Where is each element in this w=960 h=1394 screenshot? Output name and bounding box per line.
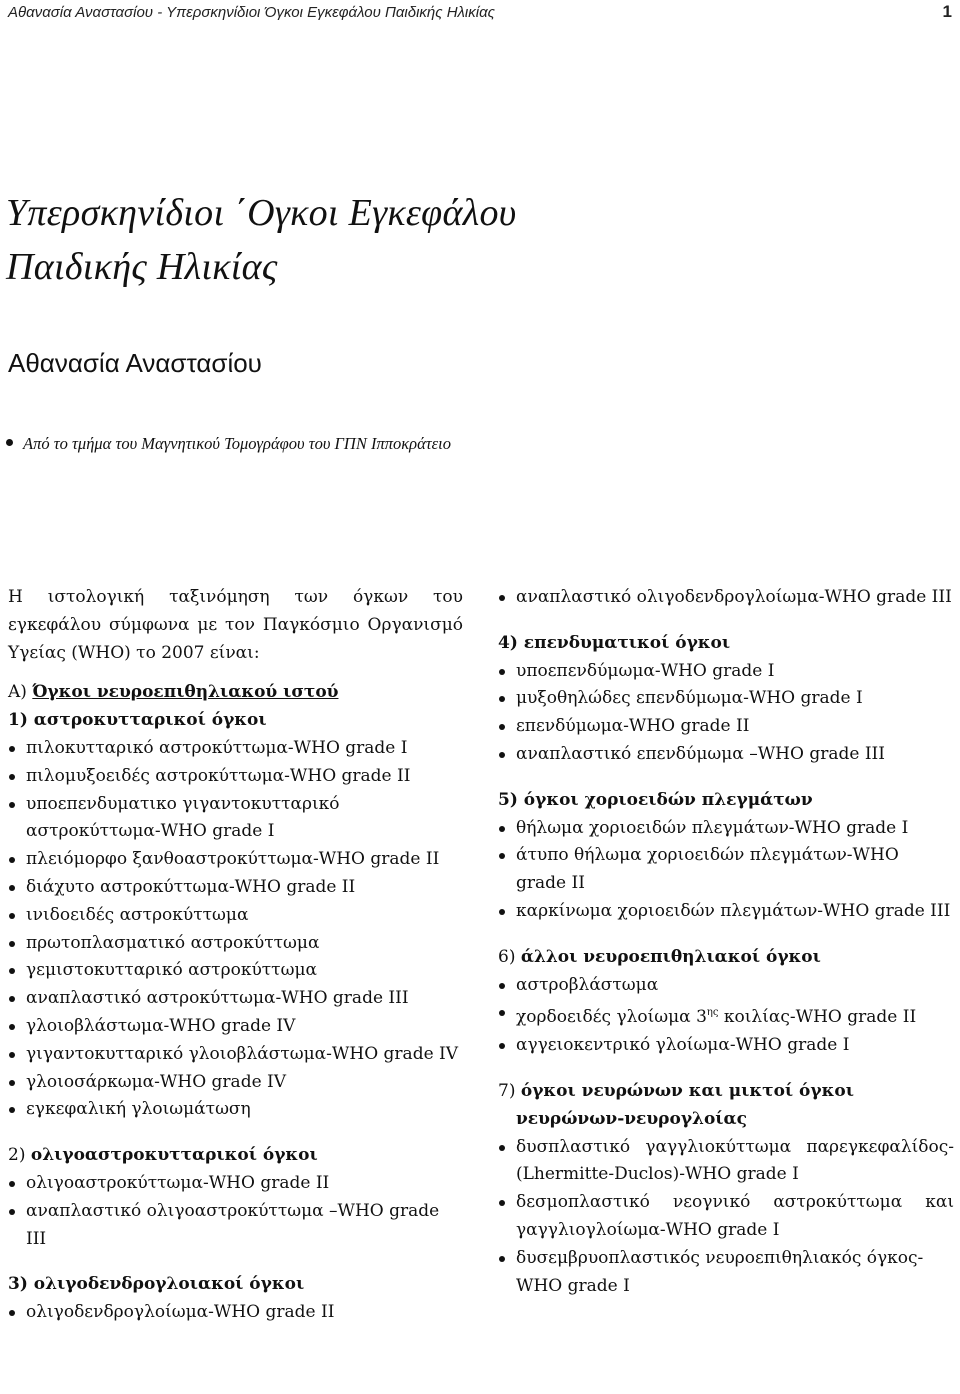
article-title-line-1: Υπερσκηνίδιοι ΄Ογκοι Εγκεφάλου	[6, 192, 517, 234]
section-a-prefix: Α)	[8, 682, 33, 703]
section-a-heading	[8, 679, 463, 707]
section-2-heading	[8, 1142, 463, 1170]
section-1-list	[8, 735, 463, 1124]
list-item: αναπλαστικό αστροκύττωμα-WHO grade III	[8, 985, 463, 1013]
page-number: 1	[942, 2, 952, 21]
section-6-heading	[498, 944, 954, 972]
list-item: γεμιστοκυτταρικό αστροκύττωμα	[8, 957, 463, 985]
section-1-heading: 1) αστροκυτταρικοί όγκοι	[8, 710, 267, 731]
list-item: αναπλαστικό ολιγοδενδρογλοίωμα-WHO grade III	[498, 584, 954, 612]
ordinal-superscript: ης	[706, 1007, 719, 1019]
section-4-heading: 4) επενδυματικοί όγκοι	[498, 632, 731, 653]
list-item: καρκίνωμα χοριοειδών πλεγμάτων-WHO grade III	[498, 898, 954, 926]
spacer	[498, 1060, 954, 1078]
list-item: ολιγοδενδρογλοίωμα-WHO grade II	[8, 1299, 463, 1327]
list-item: αγγειοκεντρικό γλοίωμα-WHO grade I	[498, 1032, 954, 1060]
section-2-list	[8, 1170, 463, 1253]
section-3-list	[8, 1299, 463, 1327]
list-item: δυσεμβρυοπλαστικός νευροεπιθηλιακός όγκος-WHO grade I	[498, 1245, 954, 1301]
spacer	[498, 769, 954, 787]
list-item: ολιγοαστροκύττωμα-WHO grade II	[8, 1170, 463, 1198]
left-column	[8, 584, 463, 1327]
section-6-title: άλλοι νευροεπιθηλιακοί όγκοι	[520, 946, 821, 967]
section-5-list	[498, 815, 954, 926]
section-3-continued-list	[498, 584, 954, 612]
spacer	[8, 1124, 463, 1142]
list-item: επενδύμωμα-WHO grade II	[498, 713, 954, 741]
intro-paragraph: Η ιστολογική ταξινόμηση των όγκων του εγκεφάλου σύμφωνα με τον Παγκόσμιο Οργανισμό Υγείας (WHO) το 2007 είναι:	[8, 587, 463, 663]
list-item: πιλοκυτταρικό αστροκύττωμα-WHO grade I	[8, 735, 463, 763]
section-a-title: Όγκοι νευροεπιθηλιακού ιστού	[32, 682, 339, 703]
list-item: αναπλαστικό επενδύμωμα –WHO grade III	[498, 741, 954, 769]
affiliation-text: Από το τμήμα του Μαγνητικού Τομογράφου του ΓΠΝ Ιπποκράτειο	[23, 434, 451, 453]
list-item: υποεπενδύμωμα-WHO grade I	[498, 658, 954, 686]
list-item: αναπλαστικό ολιγοαστροκύττωμα –WHO grade III	[8, 1198, 463, 1254]
list-item: γλοιοβλάστωμα-WHO grade IV	[8, 1013, 463, 1041]
list-item: γλοιοσάρκωμα-WHO grade IV	[8, 1069, 463, 1097]
article-title-line-2: Παιδικής Ηλικίας	[6, 246, 278, 288]
section-7-title: όγκοι νευρώνων και μικτοί όγκοι νευρώνων-νευρογλοίας	[516, 1080, 854, 1129]
section-7-heading	[498, 1078, 954, 1134]
spacer	[8, 1253, 463, 1271]
spacer	[498, 926, 954, 944]
bullet-icon	[6, 439, 13, 446]
list-item: υποεπενδυματικο γιγαντοκυτταρικό αστροκύττωμα-WHO grade I	[8, 791, 463, 847]
list-item: πλειόμορφο ξανθοαστροκύττωμα-WHO grade II	[8, 846, 463, 874]
list-item: ινιδοειδές αστροκύττωμα	[8, 902, 463, 930]
list-item: εγκεφαλική γλοιωμάτωση	[8, 1096, 463, 1124]
section-7-prefix: 7)	[498, 1080, 521, 1101]
section-6-prefix: 6)	[498, 946, 521, 967]
section-6-list	[498, 972, 954, 1060]
right-column	[498, 584, 954, 1300]
list-item: αστροβλάστωμα	[498, 972, 954, 1000]
list-item	[498, 999, 954, 1032]
author-name: Αθανασία Αναστασίου	[8, 348, 262, 378]
running-head-title: Αθανασία Αναστασίου - Υπερσκηνίδιοι Όγκοι Εγκεφάλου Παιδικής Ηλικίας	[8, 4, 495, 21]
list-item-text: χορδοειδές γλοίωμα 3	[516, 1007, 707, 1028]
section-7-list	[498, 1134, 954, 1301]
article-title	[6, 186, 906, 294]
list-item: δεσμοπλαστικό νεογνικό αστροκύττωμα και γαγγλιογλοίωμα-WHO grade I	[498, 1189, 954, 1245]
list-item: δυσπλαστικό γαγγλιοκύττωμα παρεγκεφαλίδος-(Lhermitte-Duclos)-WHO grade I	[498, 1134, 954, 1190]
list-item: μυξοθηλώδες επενδύμωμα-WHO grade I	[498, 685, 954, 713]
running-head	[8, 4, 952, 21]
list-item: άτυπο θήλωμα χοριοειδών πλεγμάτων-WHO grade II	[498, 842, 954, 898]
spacer	[498, 612, 954, 630]
section-4-list	[498, 658, 954, 769]
section-2-title: ολιγοαστροκυτταρικοί όγκοι	[30, 1145, 318, 1166]
affiliation	[6, 434, 451, 454]
list-item: διάχυτο αστροκύττωμα-WHO grade II	[8, 874, 463, 902]
section-2-prefix: 2)	[8, 1145, 31, 1166]
list-item-text: κοιλίας-WHO grade II	[718, 1007, 917, 1028]
list-item: γιγαντοκυτταρικό γλοιοβλάστωμα-WHO grade IV	[8, 1041, 463, 1069]
list-item: θήλωμα χοριοειδών πλεγμάτων-WHO grade I	[498, 815, 954, 843]
list-item: πιλομυξοειδές αστροκύττωμα-WHO grade II	[8, 763, 463, 791]
section-5-heading: 5) όγκοι χοριοειδών πλεγμάτων	[498, 789, 813, 810]
list-item: πρωτοπλασματικό αστροκύττωμα	[8, 930, 463, 958]
section-3-heading: 3) ολιγοδενδρογλοιακοί όγκοι	[8, 1274, 305, 1295]
